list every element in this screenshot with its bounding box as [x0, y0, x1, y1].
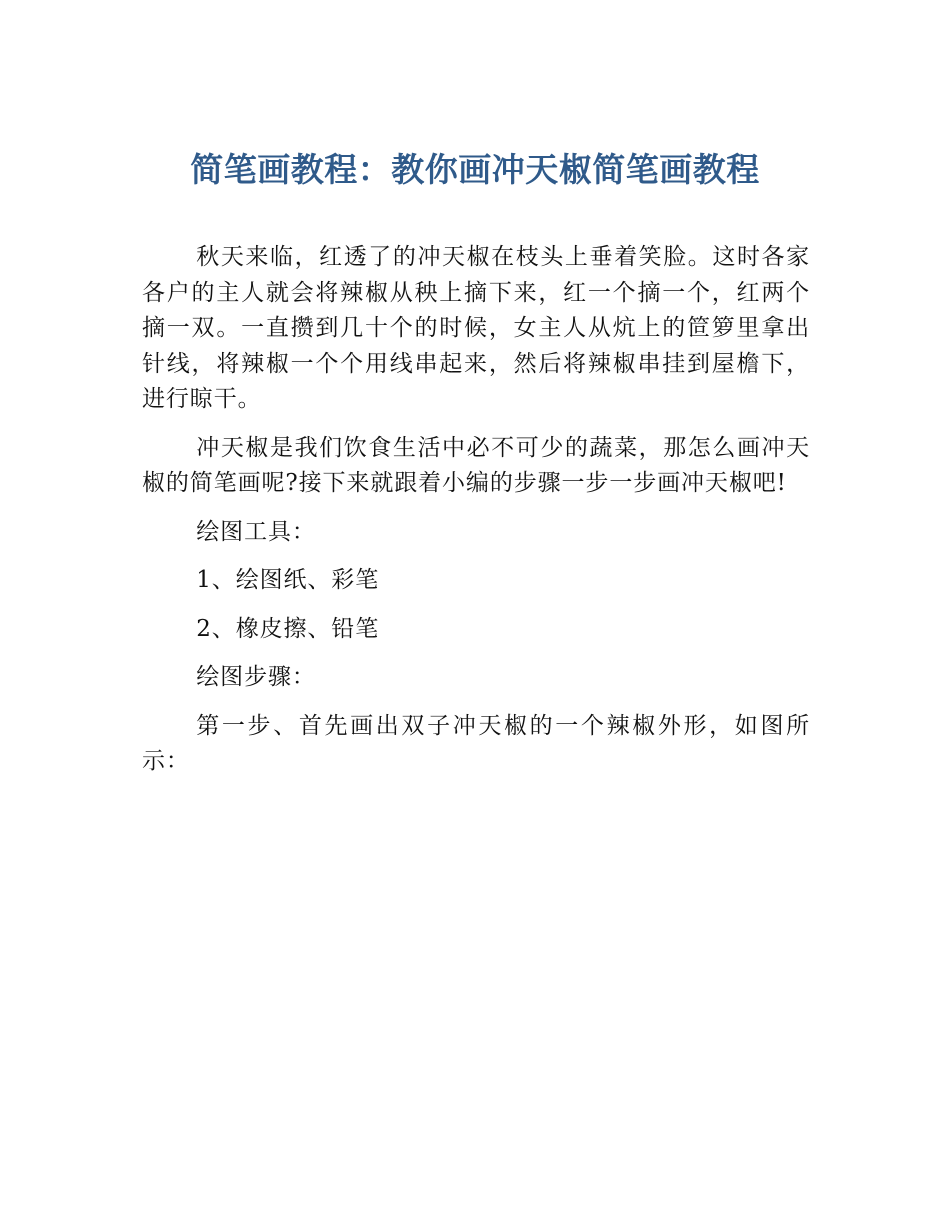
paragraph-tools-heading: 绘图工具：: [196, 518, 316, 545]
paragraph-steps-heading: 绘图步骤：: [196, 664, 316, 690]
paragraph-step-1: 第一步、首先画出双子冲天椒的一个辣椒外形，如图所示：: [142, 712, 810, 774]
paragraph-intro: 秋天来临，红透了的冲天椒在枝头上垂着笑脸。这时各家各户的主人就会将辣椒从秧上摘下来，红一个摘一个，红两个摘一双。一直攒到几十个的时候，女主人从炕上的笸箩里拿出针线，将辣椒一个个用线串起来，然后将辣椒串挂到屋檐下，进行晾干。: [142, 244, 810, 412]
paragraph-question: 冲天椒是我们饮食生活中必不可少的蔬菜，那怎么画冲天椒的简笔画呢?接下来就跟着小编的步骤一步一步画冲天椒吧!: [142, 434, 810, 496]
paragraph-tool-item-1: 1、绘图纸、彩笔: [196, 567, 380, 593]
document-body: [142, 240, 810, 793]
page-title: 简笔画教程：教你画冲天椒简笔画教程: [190, 150, 760, 189]
paragraph-tool-item-2: 2、橡皮擦、铅笔: [196, 615, 380, 642]
